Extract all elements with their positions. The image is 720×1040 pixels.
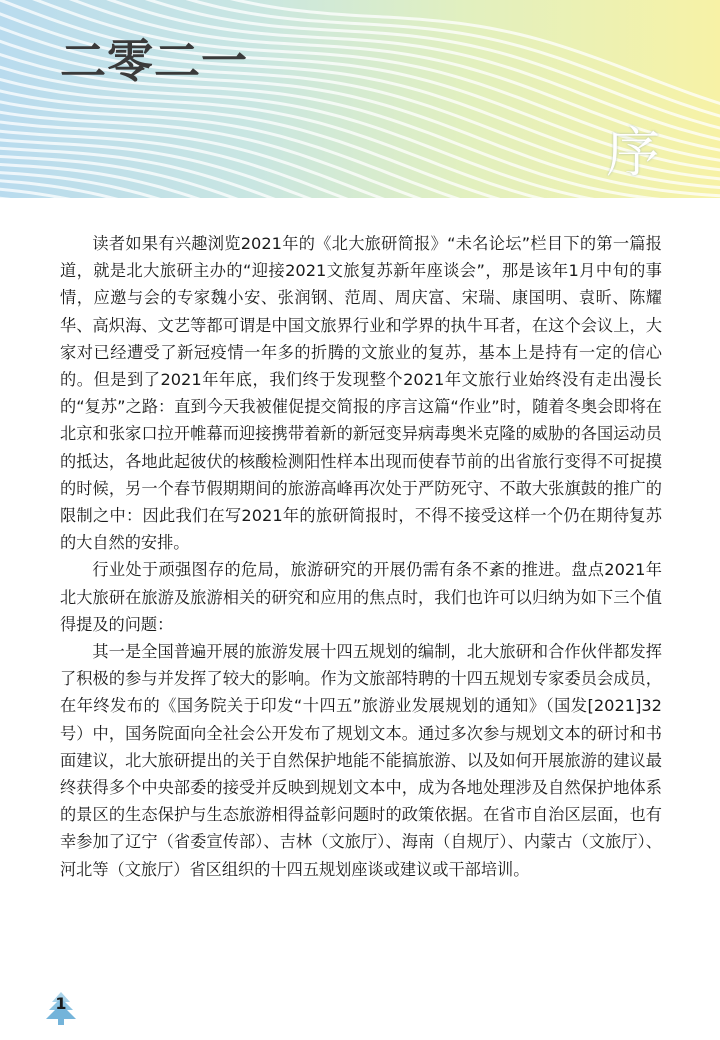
paragraph-2: 行业处于顽强图存的危局，旅游研究的开展仍需有条不紊的推进。盘点2021年北大旅研在旅游及旅游相关的研究和应用的焦点时，我们也许可以归纳为如下三个值得提及的问题： [60,560,662,634]
article-body [60,230,662,883]
year-title: 二零二一 [60,34,248,88]
header-banner [0,0,720,198]
page-footer [44,990,78,1026]
section-title: 序 [606,121,660,184]
paragraph-1: 读者如果有兴趣浏览2021年的《北大旅研简报》“未名论坛”栏目下的第一篇报道，就是北大旅研主办的“迎接2021文旅复苏新年座谈会”，那是该年1月中旬的事情，应邀与会的专家魏小安、张润钢、范周、周庆富、宋瑞、康国明、袁昕、陈耀华、高炽海、文艺等都可谓是中国文旅界行业和学界的执牛耳者，在这个会议上，大家对已经遭受了新冠疫情一年多的折腾的文旅业的复苏，基本上是持有一定的信心的。但是到了2021年年底，我们终于发现整个2021年文旅行业始终没有走出漫长的“复苏”之路：直到今天我被催促提交简报的序言这篇“作业”时，随着冬奥会即将在北京和张家口拉开帷幕而迎接携带着新的新冠变异病毒奥米克隆的威胁的各国运动员的抵达，各地此起彼伏的核酸检测阳性样本出现而使春节前的出省旅行变得不可捉摸的时候，另一个春节假期期间的旅游高峰再次处于严防死守、不敢大张旗鼓的推广的限制之中：因此我们在写2021年的旅研简报时，不得不接受这样一个仍在期待复苏的大自然的安排。 [60,234,662,553]
paragraph-3: 其一是全国普遍开展的旅游发展十四五规划的编制，北大旅研和合作伙伴都发挥了积极的参与并发挥了较大的影响。作为文旅部特聘的十四五规划专家委员会成员，在年终发布的《国务院关于印发“十四五”旅游业发展规划的通知》（国发[2021]32号）中，国务院面向全社会公开发布了规划文本。通过多次参与规划文本的研讨和书面建议，北大旅研提出的关于自然保护地能不能搞旅游、以及如何开展旅游的建议最终获得多个中央部委的接受并反映到规划文本中，成为各地处理涉及自然保护地体系的景区的生态保护与生态旅游相得益彰问题时的政策依据。在省市自治区层面，也有幸参加了辽宁（省委宣传部）、吉林（文旅厅）、海南（自规厅）、内蒙古（文旅厅）、河北等（文旅厅）省区组织的十四五规划座谈或建议或干部培训。 [60,642,662,879]
page-number: 1 [55,994,67,1013]
